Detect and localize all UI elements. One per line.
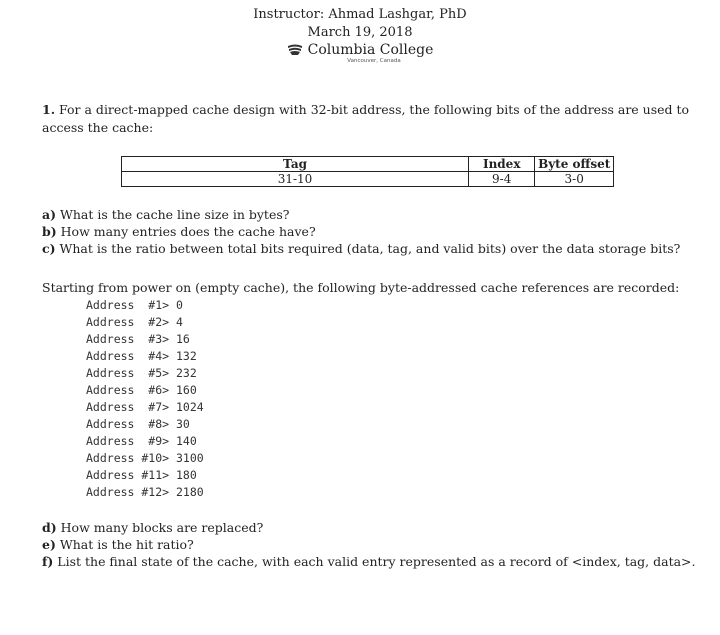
value-tag: 31-10: [122, 172, 469, 187]
part-f: f) List the final state of the cache, with each valid entry represented as a record of <index, tag, data>.: [42, 554, 696, 569]
reference-list: [86, 297, 204, 501]
list-item: Address #6> 160: [86, 383, 197, 397]
parts-d-f: [42, 519, 696, 570]
table-value-row: [122, 172, 614, 187]
list-item: Address #11> 180: [86, 468, 197, 482]
list-item: Address #5> 232: [86, 366, 197, 380]
header-tag: Tag: [122, 157, 469, 172]
document-header: [0, 6, 720, 65]
header-byte-offset: Byte offset: [535, 157, 614, 172]
list-item: Address #12> 2180: [86, 485, 204, 499]
list-item: Address #4> 132: [86, 349, 197, 363]
college-location: Vancouver, Canada: [347, 58, 401, 64]
instructor-line: Instructor: Ahmad Lashgar, PhD: [253, 7, 467, 22]
list-item: Address #7> 1024: [86, 400, 204, 414]
college-name: Columbia College: [307, 42, 434, 58]
question-text-cont: access the cache:: [42, 120, 154, 135]
question-text: For a direct-mapped cache design with 32-bit address, the following bits of the address are used to: [59, 102, 690, 117]
parts-a-c: [42, 206, 680, 257]
references-intro: Starting from power on (empty cache), the following byte-addressed cache references are recorded:: [42, 280, 680, 295]
list-item: Address #9> 140: [86, 434, 197, 448]
list-item: Address #3> 16: [86, 332, 190, 346]
college-logo-icon: [287, 44, 303, 56]
list-item: Address #1> 0: [86, 298, 183, 312]
question-1: [42, 101, 689, 137]
list-item: Address #8> 30: [86, 417, 190, 431]
part-e: e) What is the hit ratio?: [42, 537, 194, 552]
part-a: a) What is the cache line size in bytes?: [42, 207, 290, 222]
value-byte-offset: 3-0: [535, 172, 614, 187]
list-item: Address #2> 4: [86, 315, 183, 329]
value-index: 9-4: [469, 172, 535, 187]
part-d: d) How many blocks are replaced?: [42, 520, 264, 535]
address-bits-table: [121, 156, 614, 187]
college-block: [0, 42, 720, 58]
question-number: 1.: [42, 102, 56, 117]
table-header-row: [122, 157, 614, 172]
date-line: March 19, 2018: [307, 25, 413, 40]
part-b: b) How many entries does the cache have?: [42, 224, 316, 239]
header-index: Index: [469, 157, 535, 172]
part-c: c) What is the ratio between total bits required (data, tag, and valid bits) over the data storage bits?: [42, 241, 681, 256]
list-item: Address #10> 3100: [86, 451, 204, 465]
